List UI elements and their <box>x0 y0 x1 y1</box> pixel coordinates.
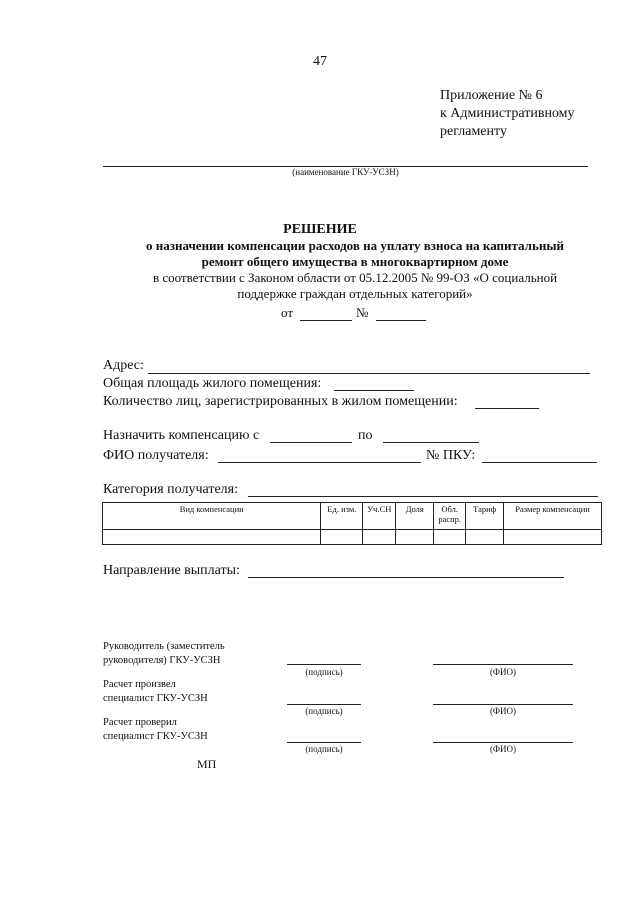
head-name-caption: (ФИО) <box>489 667 517 677</box>
living-area-label: Общая площадь жилого помещения: <box>103 376 322 391</box>
number-field-line[interactable] <box>376 320 426 321</box>
pku-number-field-line[interactable] <box>482 462 597 463</box>
pku-number-label: № ПКУ: <box>426 448 476 463</box>
assign-from-field-line[interactable] <box>270 442 352 443</box>
appendix-line-1: Приложение № 6 <box>440 88 543 103</box>
subtitle-line-3: в соответствии с Законом области от 05.12.2005 № 99-ОЗ «О социальной <box>152 270 558 285</box>
address-field-line[interactable] <box>148 373 590 374</box>
table-header-cell: Ед. изм. <box>321 503 363 530</box>
table-header-cell: Тариф <box>466 503 504 530</box>
checked-name-line[interactable] <box>433 742 573 743</box>
org-name-caption: (наименование ГКУ-УСЗН) <box>292 167 399 177</box>
table-cell[interactable] <box>504 530 602 545</box>
checked-by-line-2: специалист ГКУ-УСЗН <box>103 731 208 742</box>
assign-to-label: по <box>358 428 373 443</box>
table-cell[interactable] <box>466 530 504 545</box>
checked-name-caption: (ФИО) <box>489 744 517 754</box>
checked-signature-caption: (подпись) <box>305 744 343 754</box>
recipient-category-field-line[interactable] <box>248 496 598 497</box>
table-header-cell: Доля <box>396 503 434 530</box>
table-cell[interactable] <box>321 530 363 545</box>
table-cell[interactable] <box>434 530 466 545</box>
appendix-block <box>440 87 575 141</box>
calculated-signature-line[interactable] <box>287 704 361 705</box>
recipient-name-field-line[interactable] <box>218 462 421 463</box>
registered-count-label: Количество лиц, зарегистрированных в жилом помещении: <box>103 394 458 409</box>
assign-to-field-line[interactable] <box>383 442 479 443</box>
table-cell[interactable] <box>103 530 321 545</box>
calculated-by-line-1: Расчет произвел <box>103 679 176 690</box>
recipient-name-label: ФИО получателя: <box>103 448 209 463</box>
table-header-row <box>103 503 602 530</box>
head-signer-label <box>103 640 225 668</box>
checked-signature-line[interactable] <box>287 742 361 743</box>
address-label: Адрес: <box>103 358 144 373</box>
document-title: РЕШЕНИЕ <box>283 222 357 237</box>
subtitle-line-1: о назначении компенсации расходов на уплату взноса на капитальный <box>146 238 564 253</box>
head-name-line[interactable] <box>433 664 573 665</box>
living-area-field-line[interactable] <box>334 390 414 391</box>
checked-by-label <box>103 716 208 744</box>
table-row <box>103 530 602 545</box>
head-signature-line[interactable] <box>287 664 361 665</box>
assign-from-label: Назначить компенсацию с <box>103 428 260 443</box>
calculated-name-caption: (ФИО) <box>489 706 517 716</box>
appendix-line-3: регламенту <box>440 124 507 139</box>
stamp-label: МП <box>197 757 217 771</box>
subtitle-line-4: поддержке граждан отдельных категорий» <box>237 286 473 301</box>
calculated-name-line[interactable] <box>433 704 573 705</box>
number-sign-label: № <box>356 305 369 320</box>
calculated-signature-caption: (подпись) <box>305 706 343 716</box>
table-header-cell: Уч.СН <box>363 503 396 530</box>
head-signature-caption: (подпись) <box>305 667 343 677</box>
appendix-line-2: к Административному <box>440 106 575 121</box>
calculated-by-line-2: специалист ГКУ-УСЗН <box>103 693 208 704</box>
compensation-table <box>102 502 602 545</box>
table-header-cell: Вид компенсации <box>103 503 321 530</box>
subtitle-line-2: ремонт общего имущества в многоквартирном доме <box>201 254 509 269</box>
payment-direction-label: Направление выплаты: <box>103 563 240 578</box>
table-header-cell: Размер компенсации <box>504 503 602 530</box>
head-signer-line-1: Руководитель (заместитель <box>103 641 225 652</box>
table-cell[interactable] <box>396 530 434 545</box>
table-header-cell: Обл. распр. <box>434 503 466 530</box>
calculated-by-label <box>103 678 208 706</box>
head-signer-line-2: руководителя) ГКУ-УСЗН <box>103 655 221 666</box>
payment-direction-field-line[interactable] <box>248 577 564 578</box>
checked-by-line-1: Расчет проверил <box>103 717 177 728</box>
date-field-line[interactable] <box>300 320 352 321</box>
registered-count-field-line[interactable] <box>475 408 539 409</box>
date-from-label: от <box>281 305 294 320</box>
table-cell[interactable] <box>363 530 396 545</box>
recipient-category-label: Категория получателя: <box>103 482 238 497</box>
page-number: 47 <box>313 54 327 69</box>
